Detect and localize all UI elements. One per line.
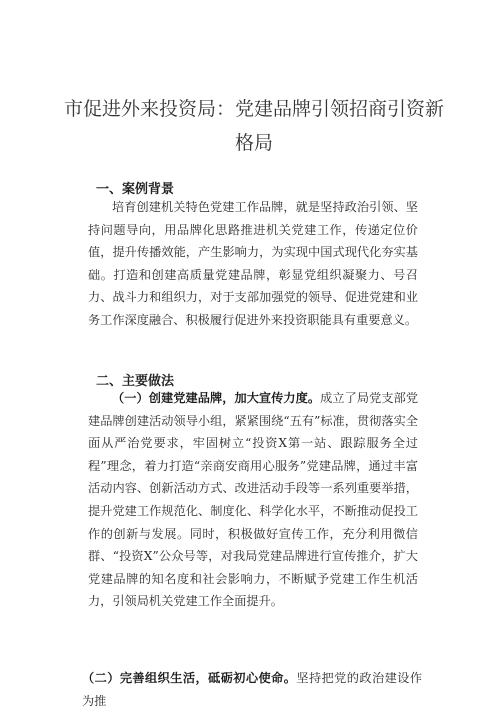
section-heading-main-practices: 二、主要做法 — [96, 374, 175, 389]
practice-item-2 — [82, 667, 422, 712]
practice-item-2-lead: （二）完善组织生活，砥砺初心使命。 — [82, 671, 297, 685]
background-paragraph — [88, 196, 418, 332]
practice-item-1-lead: （一）创建党建品牌，加大宣传力度。 — [112, 391, 321, 405]
practice-item-1-text: 成立了局党支部党建品牌创建活动领导小组，紧紧围绕“五有”标准，贯彻落实全面从严治党要求，牢固树立“投资X第一站、跟踪服务全过程”理念，着力打造“亲商安商用心服务”党建品牌，通过丰富活动内容、创新活动方式、改进活动手段等一系列重要举措，提升党建工作规范化、制度化、科学化水平，不断推动促投工作的创新与发展。同时，积极做好宣传工作，充分利用微信群、“投资X”公众号等，对我局党建品牌进行宣传推介，扩大党建品牌的知名度和社会影响力，不断赋予党建工作生机活力，引领局机关党建工作全面提升。 — [88, 391, 419, 609]
practice-item-1 — [88, 387, 418, 613]
document-title: 市促进外来投资局：党建品牌引领招商引资新格局 — [63, 98, 444, 154]
practice-item-2-text: 坚持把党的政治建设作为推 — [82, 671, 423, 708]
section-heading-background: 一、案例背景 — [96, 182, 175, 197]
background-paragraph-text: 培育创建机关特色党建工作品牌，就是坚持政治引领、坚持问题导向，用品牌化思路推进机关党建工作，传递定位价值，提升传播效能，产生影响力，为实现中国式现代化夯实基础。打造和创建高质量党建品牌，彰显党组织凝聚力、号召力、战斗力和组织力，对于支部加强党的领导、促进党建和业务工作深度融合、积极履行促进外来投资职能具有重要意义。 — [88, 200, 418, 327]
